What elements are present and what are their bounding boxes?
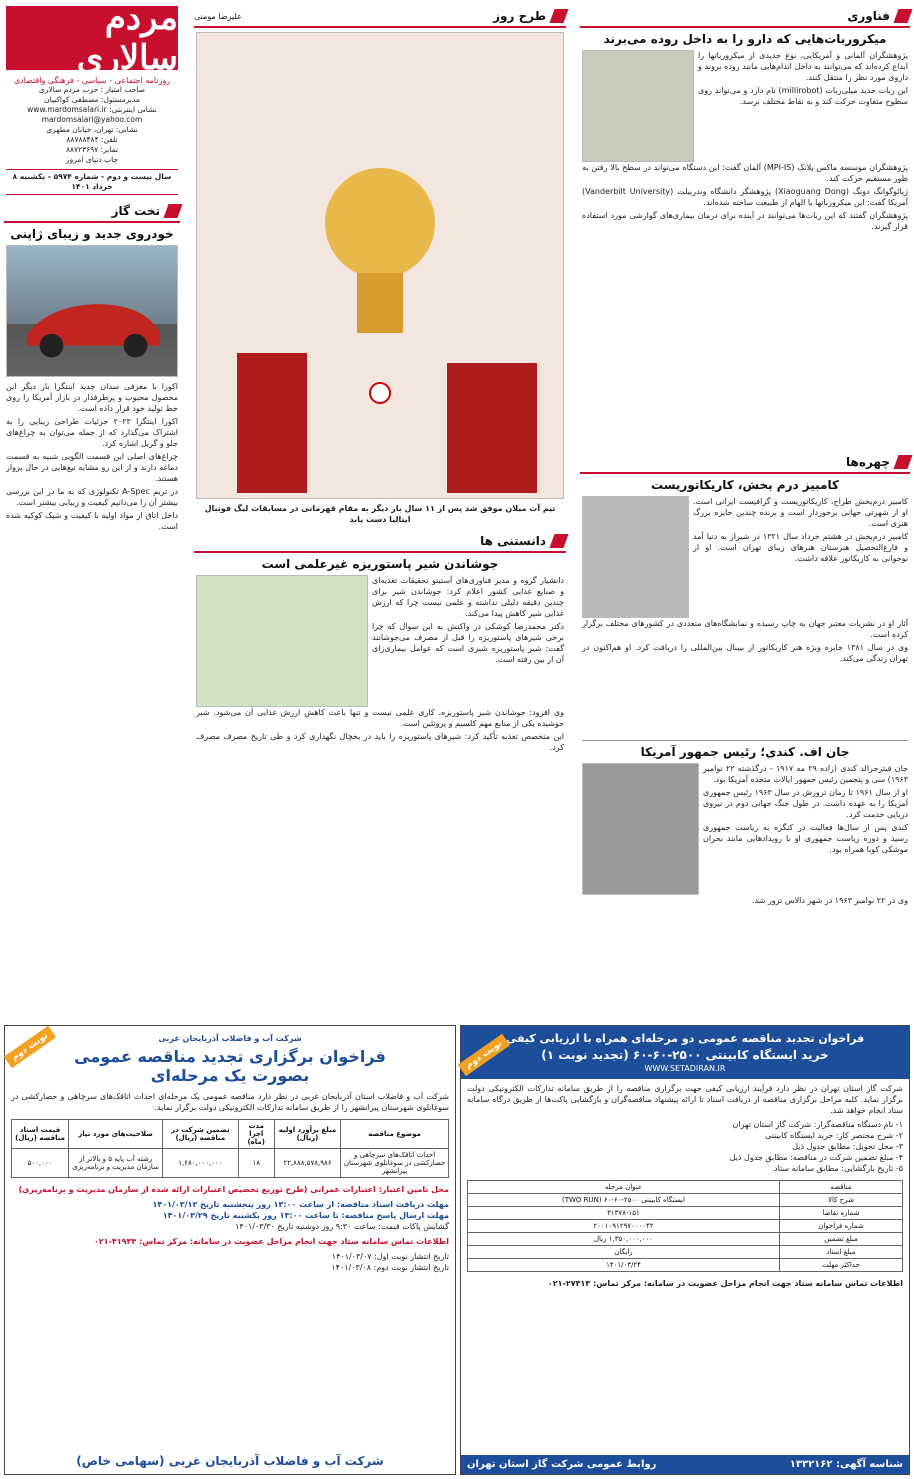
table-cell: ۵۰۰,۰۰۰ [12, 1149, 69, 1178]
gas-ad-subtitle: خرید ایستگاه کابینتی ۲۵۰۰-۶۰-۶۰ (تجدید نوبت ۱) [541, 1048, 829, 1062]
info-line: mardomsalari@yahoo.com [41, 115, 143, 124]
info-line: صاحب امتیاز : حزب مردم سالاری [39, 85, 145, 94]
paragraph: داخل اتاق از مواد اولیه با کیفیت و شیک کوکیه شده است. [6, 511, 178, 531]
paragraph: وی در ۲۲ نوامبر ۱۹۶۳ در شهر دالاس ترور شد. [751, 896, 908, 905]
section-label: چهره‌ها [846, 455, 890, 469]
table-row [468, 1246, 903, 1259]
table-row [468, 1220, 903, 1233]
masthead-info [6, 85, 178, 165]
section-marker-icon [549, 534, 568, 548]
paragraph: وی در سال ۱۳۸۱ جایزه ویژه هنر کاریکاتور از بیینال بین‌المللی را دریافت کرد. او هم‌اکنون در تهران زندگی می‌کند. [582, 643, 908, 663]
paragraph: جان فیتزجرالد کندی (زاده ۲۹ مه ۱۹۱۷ - درگذشته ۲۲ نوامبر ۱۹۶۳) سی و پنجمین رئیس جمهور ایالات متحده آمریکا بود. [703, 764, 908, 784]
paragraph: چراغ‌های اصلی این قسمت الگویی شبیه به قسمت دماغه دارند و از این رو مشابه تیغ‌هایی در حال پرواز هستند. [6, 452, 178, 483]
info-line: نشانی اینترنتی: www.mardomsalari.ir [27, 105, 157, 114]
date-line: سال بیست و دوم - شماره ۵۹۷۴ - یکشنبه ۸ خرداد ۱۴۰۱ [6, 169, 178, 195]
person1-headline: کامبیز درم بخش، کاریکاتوریست [651, 478, 839, 492]
knowledge-text [372, 575, 564, 707]
ad-item: ۲- شرح مختصر کار: خرید ایستگاه کابینتی [765, 1131, 903, 1140]
table-cell: مناقصه [779, 1181, 902, 1194]
cartoon-caption: تیم آث میلان موفق شد پس از ۱۱ سال بار دیگر به مقام قهرمانی در مسابقات لیگ فوتبال ایتالیا دست یابد [204, 504, 556, 524]
person1-text [693, 496, 908, 618]
table-cell: ۱,۶۸۰,۰۰۰,۰۰۰ [163, 1149, 239, 1178]
acura-integra-photo [6, 245, 178, 377]
car-headline: خودروی جدید و زیبای ژاپنی [10, 227, 174, 241]
microrobot-photo [582, 50, 694, 162]
faces-section-head [580, 452, 910, 474]
table-cell: ۲۲,۸۸۸,۵۷۸,۹۸۶ [274, 1149, 340, 1178]
table-cell: شرح کالا [779, 1194, 902, 1207]
car-drawing [7, 246, 177, 376]
deadline-line: گشایش پاکات قیمت: ساعت ۹:۳۰ روز دوشنبه تاریخ ۱۴۰۱/۰۳/۳۰ [235, 1222, 449, 1231]
water-ad-contact: اطلاعات تماس سامانه ستاد جهت انجام مراحل عضویت در سامانه: مرکز تماس: ۴۱۹۳۴-۰۲۱ [93, 1237, 449, 1246]
table-cell: ۱۴۰۱/۰۳/۲۴ [468, 1259, 780, 1272]
paragraph: اکورا با معرفی سدان جدید اینتگرا بار دیگر این محصول محبوب و پرطرفدار در بازار آمریکا را روی خط تولید خود قرار داده است. [6, 382, 178, 413]
section-marker-icon [163, 204, 182, 218]
paragraph: پژوهشگران موسسه ماکس پلانک (MPI-IS) آلمان گفت: این دستگاه می‌تواند در سطح بالا رفتن به طور مستقیم حرکت کند. [582, 163, 909, 183]
tech-section-head [580, 6, 910, 28]
table-cell: عنوان مرحله [468, 1181, 780, 1194]
kennedy-photo [582, 763, 699, 895]
paragraph: کامبیز درم‌بخش طراح، کاریکاتوریست و گرافیست ایرانی است. او از شهرتی جهانی برخوردار است و برنده چندین جایزه بزرگ هنری است. [693, 497, 908, 528]
table-header: تضمین شرکت در مناقصه (ریال) [163, 1120, 239, 1149]
water-ad-org: شرکت آب و فاضلاب آذربایجان غربی [158, 1034, 302, 1043]
paragraph: وی افزود: جوشاندن شیر پاستوریزه، کاری علمی نیست و تنها باعث کاهش ارزش غذایی آن می‌شود. شیر جوشیده یکی از منابع مهم کلسیم و پروتئین است. [196, 708, 564, 728]
ad-item: ۴- مبلغ تضمین شرکت در مناقصه: مطابق جدول ذیل [729, 1153, 903, 1162]
person1-filler [576, 666, 914, 736]
table-cell: شماره تقاضا [779, 1207, 902, 1220]
info-line: مدیرمسئول: مصطفی کواکبیان [44, 95, 140, 104]
gas-ad-intro: شرکت گاز استان تهران در نظر دارد فرآیند ارزیابی کیفی جهت برگزاری مناقصه را از طریق سامانه تدارکات الکترونیکی دولت برگزار نماید. کلیه مراحل برگزاری مناقصه از دریافت اسناد تا ارائه پیشنهاد مناقصه‌گران و بازگشایی پاکت‌ها از طریق درگاه سامانه ستاد انجام خواهد شد. [467, 1084, 903, 1115]
gas-ad-contact: اطلاعات تماس سامانه ستاد جهت انجام مراحل عضویت در سامانه: مرکز تماس: ۲۷۳۱۳-۰۲۱ [547, 1279, 903, 1288]
knowledge-headline: جوشاندن شیر پاستوریزه غیرعلمی است [261, 557, 499, 571]
gas-ad-website: WWW.SETADIRAN.IR [644, 1064, 726, 1073]
section-marker-icon [893, 455, 912, 469]
water-tender-ad [4, 1025, 456, 1475]
gas-ad-title: فراخوان تجدید مناقصه عمومی دو مرحله‌ای همراه با ارزیابی کیفی [505, 1032, 865, 1045]
paragraph: ژیائوگوانگ دونگ (Xiaoguang Dong) پژوهشگر دانشگاه وندربیلت (Vanderbilt University) آمریکا گفت: این میکرورباتها با الهام از طبیعت ساخته شده‌اند. [582, 187, 908, 207]
paragraph: دانشیار گروه و مدیر فناوری‌های آستیتو تحقیقات تغذیه‌ای و صنایع غذایی کشور اعلام کرد: جوشاندن شیر برای چندین دقیقه دلیلی نداشته و علمی نیست چرا که ارزش غذایی شیر کاهش پیدا می‌کند. [372, 576, 564, 618]
table-row [12, 1149, 449, 1178]
knowledge-body [196, 575, 564, 707]
tech-text-more [582, 162, 908, 232]
water-ad-deadlines [11, 1199, 449, 1232]
section-label: طرح روز [493, 9, 546, 23]
info-line: تلفن: ۸۸۷۸۸۴۸۴ [66, 135, 118, 144]
ad-item: ۵- تاریخ بازگشایی: مطابق سامانه ستاد [774, 1164, 903, 1173]
deadline-line: مهلت دریافت اسناد مناقصه: از ساعت ۱۳:۰۰ روز پنجشنبه تاریخ ۱۴۰۱/۰۳/۱۲ [152, 1200, 449, 1209]
cartoon-section-head [194, 6, 566, 28]
table-row [468, 1233, 903, 1246]
gas-ad-table [467, 1180, 903, 1272]
left-column [0, 0, 184, 534]
water-ad-badge: نوبت دوم [4, 1026, 56, 1068]
ad-id: شناسه آگهی: ۱۳۳۲۱۶۲ [789, 1459, 903, 1470]
table-cell: ۱۸ [238, 1149, 274, 1178]
paragraph: در تریم A-Spec تکنولوژی که به ما در این بررسی بیشتر آن را می‌دانیم کیفیت و زیبایی بیشتر است. [6, 487, 178, 507]
right-column [576, 0, 914, 908]
ad-item: ۳- محل تحویل: مطابق جدول ذیل [792, 1142, 903, 1151]
paragraph: او از سال ۱۹۶۱ تا زمان ترورش در سال ۱۹۶۳ رئیس جمهوری آمریکا را به عهده داشت. در طول جنگ جهانی دوم در نیروی دریایی خدمت کرد. [703, 788, 908, 819]
table-cell: رشته آب پایه ۵ و بالاتر از سازمان مدیریت و برنامه‌ریزی [69, 1149, 163, 1178]
paragraph: پژوهشگران آلمانی و آمریکایی، نوع جدیدی از میکرورباتها را ابداع کرده‌اند که می‌توانند به داخل اندام‌هایی مانند روده بروند و داروی مورد نظر را منتقل کنند. [698, 51, 908, 82]
gas-ad-badge: نوبت دوم [458, 1034, 510, 1076]
table-cell: ۲۰۰۱۰۹۱۲۹۷۰۰۰۰۴۲ [468, 1220, 780, 1233]
info-line: نمابر: ۸۸۷۲۳۶۹۷ [65, 145, 119, 154]
paragraph: پژوهشگران گفتند که این ربات‌ها می‌توانند در آینده برای درمان بیماری‌های گوارشی مورد استفاده قرار گیرند. [582, 211, 908, 231]
person2-headline: جان اف. کندی؛ رئیس جمهور آمریکا [640, 745, 850, 759]
person1-body [582, 496, 908, 618]
table-cell: مبلغ اسناد [779, 1246, 902, 1259]
table-header: قیمت اسناد مناقصه (ریال) [12, 1120, 69, 1149]
table-cell: شماره فراخوان [779, 1220, 902, 1233]
table-header: مدت اجرا (ماه) [238, 1120, 274, 1149]
water-ad-note: محل تامین اعتبار: اعتبارات عمرانی (طرح توزیع تخصیص اعتبارات ارائه شده از سازمان مدیریت و برنامه‌ریزی) [18, 1185, 449, 1194]
milan-cartoon [196, 32, 564, 499]
paragraph: آثار او در نشریات معتبر جهان به چاپ رسیده و نمایشگاه‌های متعددی در کشورهای مختلف برگزار کرده است. [582, 619, 908, 639]
gas-tender-ad [460, 1025, 910, 1475]
artist-name: علیرضا مومنی [194, 11, 242, 21]
divider [582, 740, 908, 741]
person2-text-more [582, 895, 908, 906]
knowledge-section-head [194, 531, 566, 553]
table-row [468, 1181, 903, 1194]
water-ad-footer: شرکت آب و فاضلاب آذربایجان غربی (سهامی خاص) [76, 1454, 384, 1468]
newspaper-logo: مردم سالاری [6, 6, 178, 70]
ad-item: ۱- نام دستگاه مناقصه‌گزار: شرکت گاز استان تهران [732, 1120, 903, 1129]
gas-ad-footer [461, 1455, 909, 1474]
middle-column [190, 0, 570, 755]
paragraph: اکورا اینتگرا ۲۰۲۳ جزئیات طراحی زیبایی را به اشتراک می‌گذارد که از جمله می‌توان به چراغ‌های جلو و گریل اشاره کرد. [6, 417, 178, 448]
car-text [6, 381, 178, 532]
section-marker-icon [549, 9, 568, 23]
table-cell: ایستگاه کابینتی ۲۵۰۰-۶۰-۶۰ (TWO RUN) [468, 1194, 780, 1207]
water-ad-dates [11, 1251, 449, 1273]
water-ad-title2: بصورت یک مرحله‌ای [150, 1066, 310, 1085]
table-cell: ۳۱۳۷۸-۱۵۱ [468, 1207, 780, 1220]
water-ad-table-wrap [11, 1119, 449, 1178]
tech-headline: میکروربات‌هایی که دارو را به داخل روده می‌برند [603, 32, 887, 46]
knowledge-text-more [196, 707, 564, 753]
masthead-tagline: روزنامه اجتماعی - سیاسی - فرهنگی واقتصادی [13, 76, 171, 85]
section-label: تخت گاز [111, 204, 160, 218]
water-ad-intro: شرکت آب و فاضلاب استان آذربایجان غربی در نظر دارد مناقصه عمومی یک مرحله‌ای احداث اتاقک‌های سرچاهی و حصارکشی در سوغانلوی شهرستان پیرانشهر را از طریق سامانه تدارکات الکترونیکی دولت برگزار نماید. [11, 1092, 449, 1112]
tech-text [698, 50, 908, 162]
table-cell: ۱,۳۵۰,۰۰۰,۰۰۰ ریال [468, 1233, 780, 1246]
cartoon-drawing [197, 33, 563, 498]
car-section-head [4, 201, 180, 223]
table-cell: حداکثر مهلت [779, 1259, 902, 1272]
publish-date: تاریخ انتشار نوبت دوم: ۱۴۰۱/۰۳/۰۸ [331, 1263, 449, 1272]
paragraph: کندی پس از سال‌ها فعالیت در کنگره به ریاست جمهوری رسید و دوره ریاست جمهوری او با رویدادهایی مانند بحران موشکی کوبا همراه بود. [703, 823, 908, 854]
water-ad-title1: فراخوان برگزاری تجدید مناقصه عمومی [74, 1047, 386, 1066]
table-row [468, 1207, 903, 1220]
darambakhsh-photo [582, 496, 689, 618]
table-header-row [12, 1120, 449, 1149]
table-row [468, 1194, 903, 1207]
table-row [468, 1259, 903, 1272]
info-line: چاپ دنیای امروز [65, 155, 119, 164]
section-label: دانستنی ها [480, 534, 546, 548]
water-ad-table [11, 1119, 449, 1178]
paragraph: کامبیز درم‌بخش در هشتم خرداد سال ۱۳۲۱ در شیراز به دنیا آمد و فارغ‌التحصیل هنرستان هنرهای زیبای تهران است. او از نوجوانی به کاریکاتور علاقه داشت. [693, 532, 909, 563]
tech-filler [576, 234, 914, 446]
table-header: صلاحیت‌های مورد نیاز [69, 1120, 163, 1149]
gas-ad-table-wrap [467, 1180, 903, 1272]
person2-body [582, 763, 908, 895]
table-header: موضوع مناقصه [341, 1120, 449, 1149]
gas-ad-header [461, 1026, 909, 1079]
deadline-line: مهلت ارسال پاسخ مناقصه: تا ساعت ۱۳:۰۰ روز یکشنبه تاریخ ۱۴۰۱/۰۳/۲۹ [162, 1211, 449, 1220]
section-label: فناوری [847, 9, 890, 23]
tech-body [582, 50, 908, 162]
person1-text-more [582, 618, 908, 664]
info-line: نشانی: تهران، خیابان مطهری [46, 125, 138, 134]
milk-photo [196, 575, 368, 707]
gas-ad-items [467, 1119, 903, 1174]
paragraph: این ربات جدید میلی‌ربات (millirobot) نام دارد و می‌تواند روی سطوح متفاوت حرکت کند و به نقاط مختلف برسد. [698, 86, 908, 106]
table-cell: احداث اتاقک‌های سرچاهی و حصارکشی در سوغانلوی شهرستان پیرانشهر [341, 1149, 449, 1178]
table-cell: مبلغ تضمین [779, 1233, 902, 1246]
publish-date: تاریخ انتشار نوبت اول: ۱۴۰۱/۰۳/۰۷ [331, 1252, 449, 1261]
gas-ad-footer-org: روابط عمومی شرکت گاز استان تهران [467, 1459, 657, 1470]
person2-text [703, 763, 908, 895]
paragraph: این متخصص تغذیه تأکید کرد: شیرهای پاستوریزه را باید در یخچال نگهداری کرد و طی تاریخ مصرف مصرف کرد. [196, 732, 564, 752]
table-header: مبلغ برآورد اولیه (ریال) [274, 1120, 340, 1149]
section-marker-icon [893, 9, 912, 23]
paragraph: دکتر محمدرضا کوشکی در واکنش به این سوال که چرا برخی شیرهای پاستوریزه را قبل از مصرف می‌جوشانند گفت: شیر پاستوریزه شیری است که عوامل بیماری‌زای آن از بین رفته است. [372, 622, 564, 664]
table-cell: رایگان [468, 1246, 780, 1259]
